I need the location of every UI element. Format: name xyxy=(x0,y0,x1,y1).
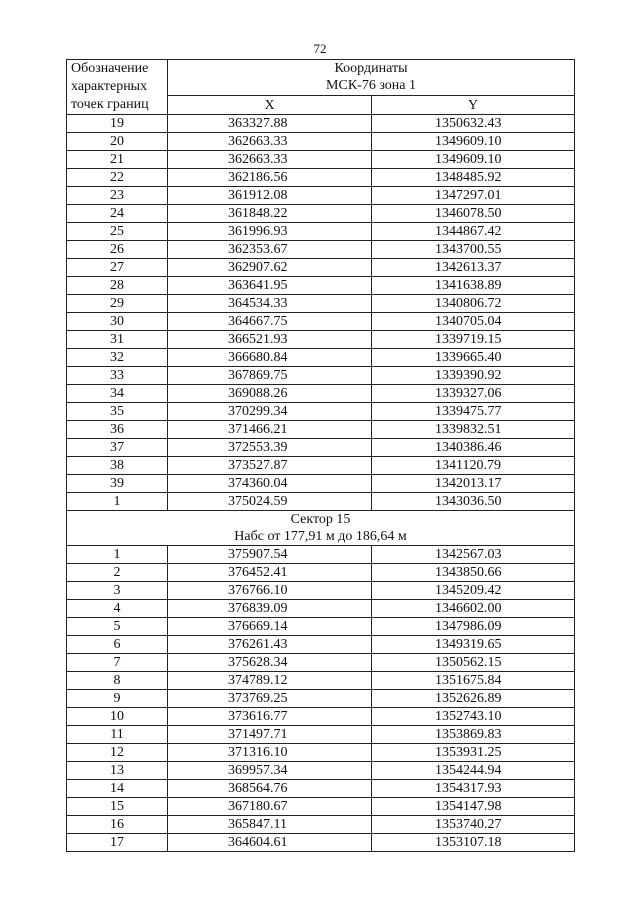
point-number: 35 xyxy=(67,403,168,421)
y-coordinate: 1341638.89 xyxy=(372,277,575,295)
point-number: 10 xyxy=(67,708,168,726)
x-coordinate: 363641.95 xyxy=(168,277,372,295)
point-number: 24 xyxy=(67,205,168,223)
x-coordinate: 363327.88 xyxy=(168,115,372,133)
y-coordinate: 1350562.15 xyxy=(372,654,575,672)
x-coordinate: 362353.67 xyxy=(168,241,372,259)
point-number: 6 xyxy=(67,636,168,654)
table-row xyxy=(67,780,575,798)
point-number: 30 xyxy=(67,313,168,331)
point-number: 12 xyxy=(67,744,168,762)
sector-header-body xyxy=(67,511,575,546)
x-coordinate: 376839.09 xyxy=(168,600,372,618)
page-number: 72 xyxy=(313,41,327,56)
table-row xyxy=(67,259,575,277)
y-coordinate: 1345209.42 xyxy=(372,582,575,600)
y-coordinate: 1342567.03 xyxy=(372,546,575,564)
table-row xyxy=(67,115,575,133)
x-coordinate: 366680.84 xyxy=(168,349,372,367)
table-row xyxy=(67,564,575,582)
x-coordinate: 361996.93 xyxy=(168,223,372,241)
point-number: 31 xyxy=(67,331,168,349)
table-header xyxy=(67,60,575,115)
sector-row xyxy=(67,511,575,546)
x-coordinate: 371316.10 xyxy=(168,744,372,762)
table-row xyxy=(67,151,575,169)
point-number: 13 xyxy=(67,762,168,780)
y-coordinate: 1344867.42 xyxy=(372,223,575,241)
y-coordinate: 1348485.92 xyxy=(372,169,575,187)
table-row xyxy=(67,636,575,654)
table-row xyxy=(67,708,575,726)
point-number: 21 xyxy=(67,151,168,169)
x-coordinate: 373769.25 xyxy=(168,690,372,708)
point-number: 20 xyxy=(67,133,168,151)
y-coordinate: 1346078.50 xyxy=(372,205,575,223)
x-coordinate: 362907.62 xyxy=(168,259,372,277)
header-line: Обозначение xyxy=(71,61,149,76)
x-coordinate: 361848.22 xyxy=(168,205,372,223)
point-number: 15 xyxy=(67,798,168,816)
y-coordinate: 1339390.92 xyxy=(372,367,575,385)
y-coordinate: 1340705.04 xyxy=(372,313,575,331)
y-coordinate: 1353107.18 xyxy=(372,834,575,852)
x-coordinate: 373527.87 xyxy=(168,457,372,475)
point-number: 36 xyxy=(67,421,168,439)
point-number: 28 xyxy=(67,277,168,295)
coordinates-table xyxy=(66,59,575,852)
table-row xyxy=(67,367,575,385)
x-coordinate: 364534.33 xyxy=(168,295,372,313)
y-coordinate: 1346602.00 xyxy=(372,600,575,618)
x-coordinate: 372553.39 xyxy=(168,439,372,457)
x-coordinate: 371466.21 xyxy=(168,421,372,439)
table-row xyxy=(67,187,575,205)
point-number: 26 xyxy=(67,241,168,259)
table-row xyxy=(67,816,575,834)
coordinates-title: Координаты xyxy=(334,61,408,76)
y-coordinate: 1339719.15 xyxy=(372,331,575,349)
y-coordinate: 1339327.06 xyxy=(372,385,575,403)
y-coordinate: 1343036.50 xyxy=(372,493,575,511)
sector-title: Сектор 15 xyxy=(290,512,351,527)
point-number: 1 xyxy=(67,493,168,511)
point-number: 39 xyxy=(67,475,168,493)
point-number: 33 xyxy=(67,367,168,385)
x-coordinate: 369957.34 xyxy=(168,762,372,780)
point-number: 27 xyxy=(67,259,168,277)
x-coordinate: 375024.59 xyxy=(168,493,372,511)
table-row xyxy=(67,169,575,187)
x-coordinate: 374789.12 xyxy=(168,672,372,690)
header-line: характерных xyxy=(71,79,148,94)
x-coordinate: 362663.33 xyxy=(168,151,372,169)
y-coordinate: 1349609.10 xyxy=(372,133,575,151)
sector-header xyxy=(67,511,575,546)
y-coordinate: 1353931.25 xyxy=(372,744,575,762)
table-row xyxy=(67,672,575,690)
x-coordinate: 362663.33 xyxy=(168,133,372,151)
x-coordinate: 364667.75 xyxy=(168,313,372,331)
point-number: 34 xyxy=(67,385,168,403)
y-coordinate: 1342613.37 xyxy=(372,259,575,277)
x-coordinate: 364604.61 xyxy=(168,834,372,852)
x-coordinate: 362186.56 xyxy=(168,169,372,187)
point-number: 37 xyxy=(67,439,168,457)
table-row xyxy=(67,493,575,511)
x-coordinate: 376766.10 xyxy=(168,582,372,600)
y-coordinate: 1349609.10 xyxy=(372,151,575,169)
x-coordinate: 367869.75 xyxy=(168,367,372,385)
table-body-top xyxy=(67,115,575,511)
y-coordinate: 1339475.77 xyxy=(372,403,575,421)
y-coordinate: 1343700.55 xyxy=(372,241,575,259)
table-row xyxy=(67,618,575,636)
x-coordinate: 361912.08 xyxy=(168,187,372,205)
y-coordinate: 1351675.84 xyxy=(372,672,575,690)
x-coordinate: 374360.04 xyxy=(168,475,372,493)
point-number: 32 xyxy=(67,349,168,367)
point-number: 5 xyxy=(67,618,168,636)
x-coordinate: 367180.67 xyxy=(168,798,372,816)
y-coordinate: 1354147.98 xyxy=(372,798,575,816)
table-row xyxy=(67,798,575,816)
table-row xyxy=(67,385,575,403)
point-number: 7 xyxy=(67,654,168,672)
y-coordinate: 1354317.93 xyxy=(372,780,575,798)
point-number: 25 xyxy=(67,223,168,241)
y-coordinate: 1341120.79 xyxy=(372,457,575,475)
point-number: 19 xyxy=(67,115,168,133)
x-column-header: X xyxy=(168,96,372,115)
table-row xyxy=(67,600,575,618)
point-number: 8 xyxy=(67,672,168,690)
table-row xyxy=(67,744,575,762)
point-number: 2 xyxy=(67,564,168,582)
table-row xyxy=(67,295,575,313)
table-row xyxy=(67,133,575,151)
table-row xyxy=(67,690,575,708)
table-row xyxy=(67,475,575,493)
coordinate-system: МСК-76 зона 1 xyxy=(326,78,416,93)
y-coordinate: 1347986.09 xyxy=(372,618,575,636)
point-number: 16 xyxy=(67,816,168,834)
y-coordinate: 1340806.72 xyxy=(372,295,575,313)
x-coordinate: 376669.14 xyxy=(168,618,372,636)
table-row xyxy=(67,403,575,421)
point-number: 23 xyxy=(67,187,168,205)
header-line: точек границ xyxy=(71,97,149,112)
x-coordinate: 369088.26 xyxy=(168,385,372,403)
y-coordinate: 1352743.10 xyxy=(372,708,575,726)
point-number: 9 xyxy=(67,690,168,708)
y-coordinate: 1342013.17 xyxy=(372,475,575,493)
point-number: 38 xyxy=(67,457,168,475)
point-number: 29 xyxy=(67,295,168,313)
coordinates-header xyxy=(168,60,575,96)
point-number: 4 xyxy=(67,600,168,618)
x-coordinate: 376452.41 xyxy=(168,564,372,582)
point-number: 1 xyxy=(67,546,168,564)
y-coordinate: 1340386.46 xyxy=(372,439,575,457)
y-coordinate: 1350632.43 xyxy=(372,115,575,133)
x-coordinate: 365847.11 xyxy=(168,816,372,834)
table-row xyxy=(67,313,575,331)
y-column-header: Y xyxy=(372,96,575,115)
y-coordinate: 1354244.94 xyxy=(372,762,575,780)
table-row xyxy=(67,331,575,349)
x-coordinate: 370299.34 xyxy=(168,403,372,421)
y-coordinate: 1349319.65 xyxy=(372,636,575,654)
x-coordinate: 368564.76 xyxy=(168,780,372,798)
y-coordinate: 1343850.66 xyxy=(372,564,575,582)
table-row xyxy=(67,223,575,241)
x-coordinate: 375628.34 xyxy=(168,654,372,672)
point-number: 14 xyxy=(67,780,168,798)
x-coordinate: 376261.43 xyxy=(168,636,372,654)
y-coordinate: 1352626.89 xyxy=(372,690,575,708)
point-number: 17 xyxy=(67,834,168,852)
table-row xyxy=(67,277,575,295)
table-row xyxy=(67,834,575,852)
x-coordinate: 366521.93 xyxy=(168,331,372,349)
point-designation-header xyxy=(67,60,168,115)
table-row xyxy=(67,205,575,223)
table-row xyxy=(67,457,575,475)
table-row xyxy=(67,349,575,367)
y-coordinate: 1353869.83 xyxy=(372,726,575,744)
table-row xyxy=(67,241,575,259)
y-coordinate: 1339832.51 xyxy=(372,421,575,439)
x-coordinate: 375907.54 xyxy=(168,546,372,564)
table-row xyxy=(67,421,575,439)
table-body-sector-15 xyxy=(67,546,575,852)
y-coordinate: 1353740.27 xyxy=(372,816,575,834)
table-row xyxy=(67,654,575,672)
x-coordinate: 371497.71 xyxy=(168,726,372,744)
table-row xyxy=(67,439,575,457)
x-coordinate: 373616.77 xyxy=(168,708,372,726)
y-coordinate: 1347297.01 xyxy=(372,187,575,205)
table-row xyxy=(67,762,575,780)
y-coordinate: 1339665.40 xyxy=(372,349,575,367)
table-row xyxy=(67,582,575,600)
table-row xyxy=(67,726,575,744)
point-number: 3 xyxy=(67,582,168,600)
table-row xyxy=(67,546,575,564)
sector-height-range: Набс от 177,91 м до 186,64 м xyxy=(234,529,407,544)
point-number: 22 xyxy=(67,169,168,187)
point-number: 11 xyxy=(67,726,168,744)
